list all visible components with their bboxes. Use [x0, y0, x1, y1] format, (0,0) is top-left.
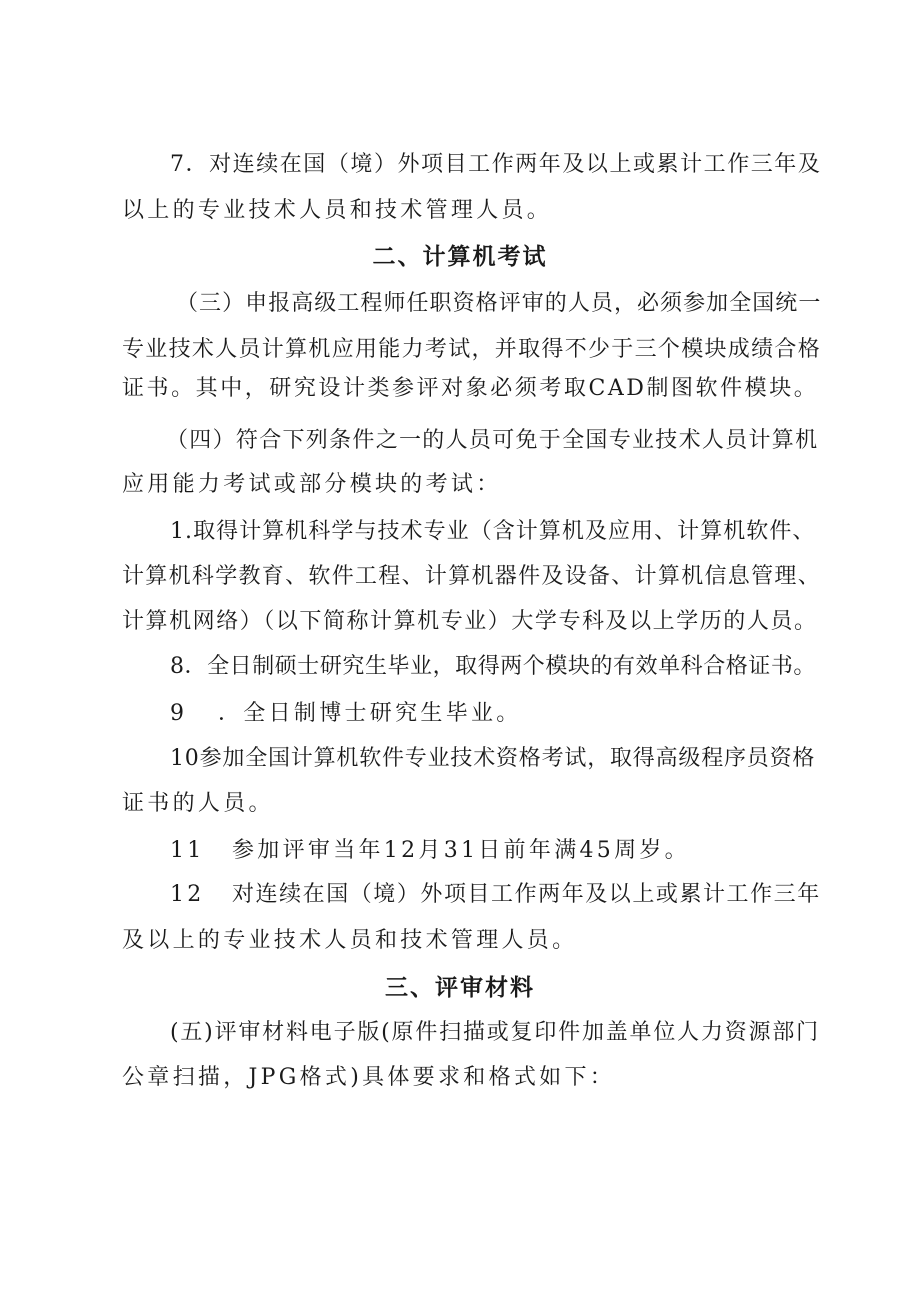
section-heading-computer-exam: 二、计算机考试: [372, 244, 548, 270]
section-heading-review-materials: 三、评审材料: [385, 975, 535, 1001]
para-4-line-2: 应用能力考试或部分模块的考试：: [122, 472, 502, 497]
para-4-line-1: （四）符合下列条件之一的人员可免于全国专业技术人员计算机: [166, 428, 819, 453]
item-12-line-2: 及以上的专业技术人员和技术管理人员。: [122, 928, 578, 953]
para-5-line-1: (五)评审材料电子版(原件扫描或复印件加盖单位人力资源部门: [170, 1020, 820, 1045]
para-3-line-1: （三）申报高级工程师任职资格评审的人员，必须参加全国统一: [176, 291, 822, 316]
item-8: 8．全日制硕士研究生毕业，取得两个模块的有效单科合格证书。: [170, 654, 816, 679]
item-7-line-2: 以上的专业技术人员和技术管理人员。: [122, 198, 553, 223]
item-10-line-2: 证书的人员。: [122, 791, 274, 816]
item-7-line-1: 7．对连续在国（境）外项目工作两年及以上或累计工作三年及: [170, 152, 822, 177]
item-9-number: 9: [170, 701, 188, 726]
para-5-line-2: 公章扫描，JPG格式)具体要求和格式如下：: [122, 1065, 616, 1090]
para-3-line-2: 专业技术人员计算机应用能力考试，并取得不少于三个模块成绩合格: [122, 337, 822, 362]
para-3-line-3: 证书。其中，研究设计类参评对象必须考取CAD制图软件模块。: [122, 376, 819, 401]
item-11-number: 11: [170, 838, 205, 863]
item-1-line-3: 计算机网络）（以下简称计算机专业）大学专科及以上学历的人员。: [122, 609, 818, 634]
item-1-line-1: 1.取得计算机科学与技术专业（含计算机及应用、计算机软件、: [170, 519, 816, 544]
item-11-text: 参加评审当年12月31日前年满45周岁。: [232, 838, 690, 863]
item-10-line-1: 10参加全国计算机软件专业技术资格考试，取得高级程序员资格: [170, 746, 816, 771]
item-12-number: 12: [170, 882, 205, 907]
item-12-line-1: 对连续在国（境）外项目工作两年及以上或累计工作三年: [232, 882, 821, 907]
item-9-text: ．全日制博士研究生毕业。: [218, 701, 522, 726]
item-1-line-2: 计算机科学教育、软件工程、计算机器件及设备、计算机信息管理、: [122, 564, 822, 589]
